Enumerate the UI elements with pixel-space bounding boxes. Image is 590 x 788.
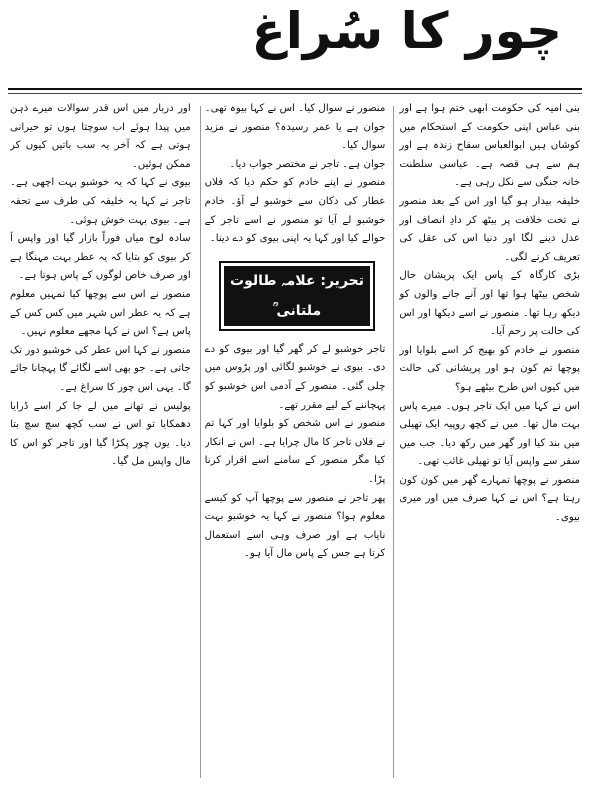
article-header (0, 0, 590, 92)
paragraph: منصور نے خادم کو بھیج کر اسے بلوایا اور پوچھا تم کون ہو اور پریشانی کی حالت میں کیوں اس طرح بیٹھے ہو؟ (399, 344, 580, 393)
paragraph: منصور نے سوال کیا۔ اس نے کہا بیوہ تھی۔ جوان ہے یا عمر رسیدہ؟ منصور نے مزید سوال کیا۔ (204, 103, 386, 152)
column-right (399, 100, 580, 782)
paragraph: سادہ لوح میاں فوراً بازار گیا اور واپس آ کر بیوی کو بتایا کہ یہ عطر بہت مہنگا ہے اور صرف خاص لوگوں کے پاس ہوتا ہے۔ (10, 233, 191, 282)
paragraph: پھر تاجر نے منصور سے پوچھا آپ کو کیسے معلوم ہوا؟ منصور نے کہا یہ خوشبو بہت نایاب ہے اور صرف وہی اسے استعمال کرتا ہے جس کے پاس مال آیا ہو۔ (204, 492, 386, 560)
paragraph: منصور نے اس شخص کو بلوایا اور کہا تم نے فلاں تاجر کا مال چرایا ہے۔ اس نے انکار کیا مگر منصور کے سامنے اسے اقرار کرنا پڑا۔ (204, 418, 386, 485)
paragraph: تاجر خوشبو لے کر گھر گیا اور بیوی کو دے دی۔ بیوی نے خوشبو لگائی اور پڑوس میں چلی گئی۔ منصور کے آدمی اس خوشبو کو پہچاننے کے لیے مقرر تھے۔ (204, 343, 386, 411)
paragraph: اور دربار میں اس قدر سوالات میرے ذہن میں پیدا ہوئے اب سوچتا ہوں تو حیرانی ہوتی ہے کہ آخر یہ سب باتیں کیوں کر ممکن ہوئیں۔ (10, 103, 191, 170)
article-columns (10, 100, 580, 782)
paragraph: منصور نے اپنے خادم کو حکم دیا کہ فلاں عطار کی دکان سے خوشبو لے آؤ۔ خادم خوشبو لے آیا تو منصور نے اسے تاجر کے حوالے کیا اور کہا یہ اپنی بیوی کو دے دینا۔ (204, 177, 386, 245)
paragraph: بنی امیہ کی حکومت ابھی ختم ہوا ہے اور بنی عباس اپنی حکومت کے استحکام میں کوشاں ہیں ابوالعباس سفاح زندہ ہے اور ہم سے ہی قصہ ہے۔ عباسی سلطنت خانہ جنگی سے نکل رہی ہے۔ (399, 103, 580, 189)
paragraph: بڑی کارگاہ کے پاس ایک پریشان حال شخص بیٹھا ہوا تھا اور آنے جانے والوں کو دیکھ رہا تھا۔ منصور نے اسے دیکھا اور اس کی حالت پر رحم آیا۔ (399, 270, 580, 338)
paragraph: منصور نے پوچھا تمہارے گھر میں کون کون رہتا ہے؟ اس نے کہا صرف میں اور میری بیوی۔ (399, 474, 580, 524)
article-title: چور کا سُراغ (251, 2, 562, 60)
paragraph: پولیس نے تھانے میں لے جا کر اسے ڈرایا دھمکایا تو اس نے سب کچھ سچ سچ بتا دیا۔ یوں چور پکڑا گیا اور تاجر کو اس کا مال واپس مل گیا۔ (10, 400, 191, 468)
paragraph: جوان ہے۔ تاجر نے مختصر جواب دیا۔ (229, 158, 386, 170)
byline: تحریر: علامہ طالوت ملتانی ؒ (224, 266, 371, 326)
paragraph: منصور نے اس سے پوچھا کیا تمہیں معلوم ہے کہ یہ عطر اس شہر میں کس کس کے پاس ہے؟ اس نے کہا مجھے معلوم نہیں۔ (10, 288, 191, 338)
byline-box (219, 261, 376, 331)
paragraph: منصور نے کہا اس عطر کی خوشبو دور تک جاتی ہے۔ جو بھی اسے لگائے گا پہچانا جائے گا۔ یہی اس چور کا سراغ ہے۔ (10, 344, 191, 393)
paragraph: اس نے کہا میں ایک تاجر ہوں۔ میرے پاس بہت مال تھا۔ میں نے کچھ روپیہ ایک تھیلی میں بند کیا اور گھر میں رکھ دیا۔ جب میں سفر سے واپس آیا تو تھیلی غائب تھی۔ (399, 400, 580, 468)
paragraph: بیوی نے کہا کہ یہ خوشبو بہت اچھی ہے۔ تاجر نے کہا یہ خلیفہ کی طرف سے تحفہ ہے۔ بیوی بہت خوش ہوئی۔ (10, 177, 191, 226)
column-left (10, 100, 191, 782)
paragraph: خلیفہ بیدار ہو گیا اور اس کے بعد منصور نے تخت خلافت پر بیٹھ کر دادِ انصاف اور عدل دینے لگا اور دنیا اس کی عقل کی تعریف کرنے لگی۔ (399, 195, 580, 263)
column-middle (205, 100, 386, 782)
header-rule (8, 88, 582, 90)
